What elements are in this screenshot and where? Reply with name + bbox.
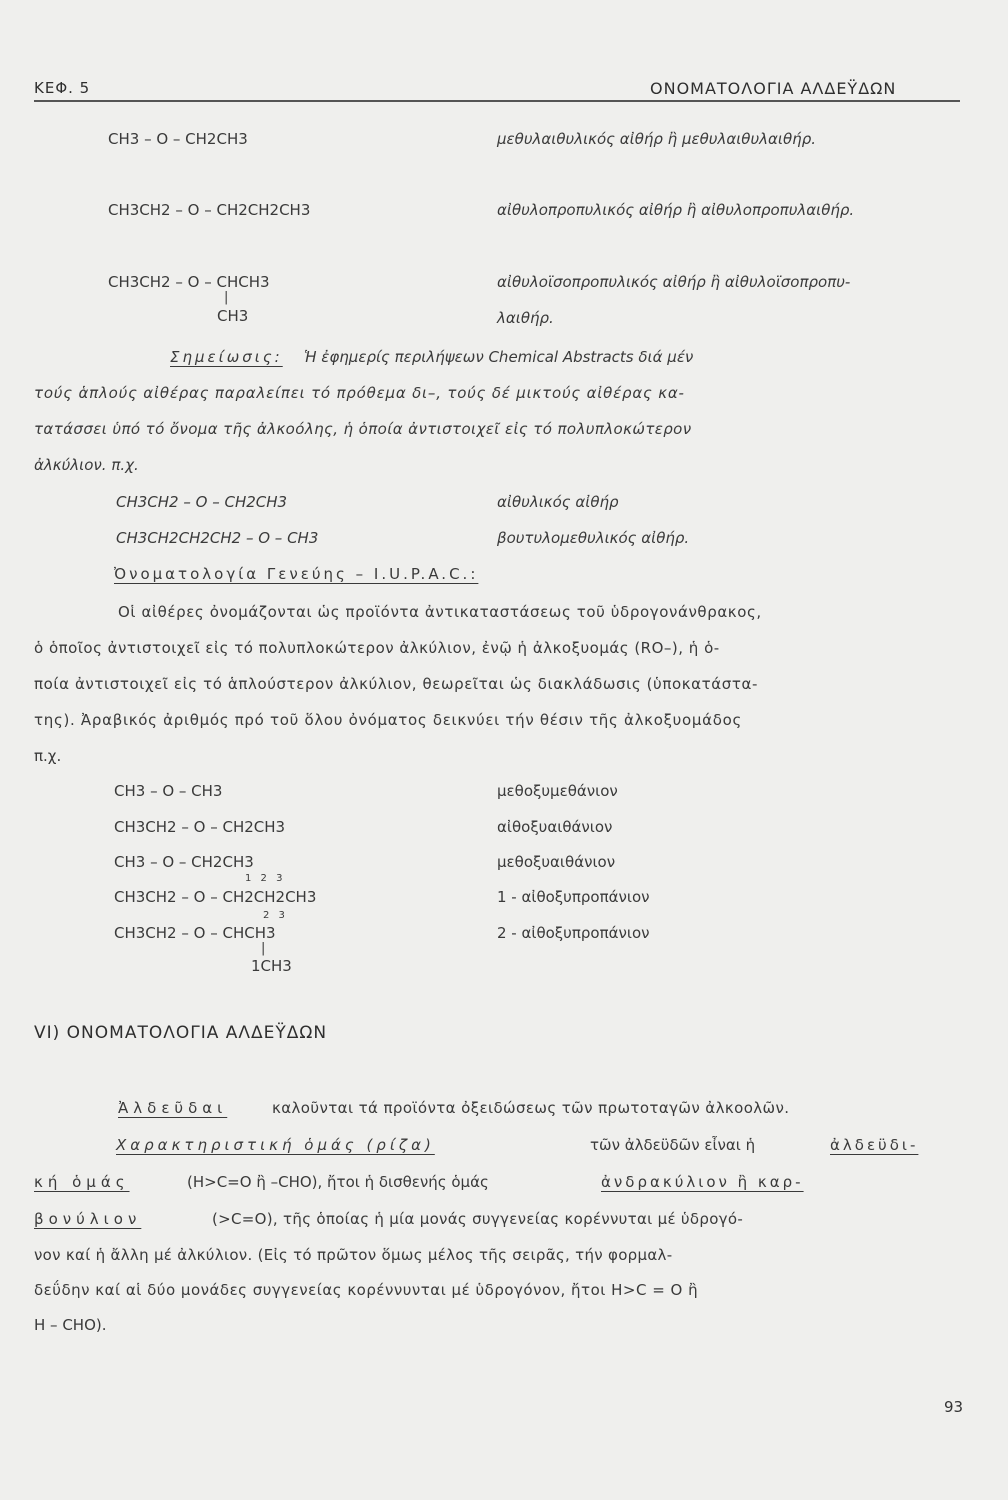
- formula-1: CH3 – O – CH2CH3: [108, 130, 248, 148]
- name-3: αἰθυλοϊσοπροπυλικός αἰθήρ ἢ αἰθυλοϊσοπροπυ-: [497, 273, 851, 291]
- name-2: αἰθυλοπροπυλικός αἰθήρ ἢ αἰθυλοπροπυλαιθήρ.: [497, 201, 855, 219]
- iupac-formula-5-branch: 1CH3: [251, 957, 292, 975]
- iupac-formula-2: CH3CH2 – O – CH2CH3: [114, 818, 286, 836]
- iupac-line-3: ποία ἀντιστοιχεῖ εἰς τό ἁπλούστερον ἀλκύλιον, θεωρεῖται ὡς διακλάδωσις (ὑποκατάστα-: [34, 675, 759, 693]
- formula-3: CH3CH2 – O – CHCH3: [108, 273, 270, 291]
- chapter-title: ΟΝΟΜΑΤΟΛΟΓΙΑ ΑΛΔΕΫΔΩΝ: [650, 79, 897, 98]
- formula-2: CH3CH2 – O – CH2CH2CH3: [108, 201, 311, 219]
- iupac-line-1: Οἱ αἰθέρες ὀνομάζονται ὡς προϊόντα ἀντικαταστάσεως τοῦ ὑδρογονάνθρακος,: [118, 603, 762, 621]
- para-line-3: (H>C=O ἢ –CHO), ἤτοι ἡ δισθενής ὁμάς: [187, 1173, 489, 1191]
- branch-bond-5: |: [261, 941, 266, 956]
- note-line-1: Ἡ ἐφημερίς περιλήψεων Chemical Abstracts διά μέν: [304, 348, 694, 366]
- note-line-3: τατάσσει ὑπό τό ὄνομα τῆς ἀλκοόλης, ἡ ὁποία ἀντιστοιχεῖ εἰς τό πολυπλοκώτερον: [34, 420, 692, 438]
- iupac-formula-3: CH3 – O – CH2CH3: [114, 853, 254, 871]
- note-example-formula-1: CH3CH2 – O – CH2CH3: [116, 493, 288, 511]
- iupac-name-1: μεθοξυμεθάνιον: [497, 782, 618, 800]
- iupac-formula-5: CH3CH2 – O – CHCH3: [114, 924, 276, 942]
- formula-3-branch: CH3: [217, 307, 249, 325]
- note-line-4: ἀλκύλιον. π.χ.: [34, 456, 139, 474]
- note-example-name-1: αἰθυλικός αἰθήρ: [497, 493, 619, 511]
- iupac-formula-1: CH3 – O – CH3: [114, 782, 223, 800]
- iupac-name-4: 1 - αἰθοξυπροπάνιον: [497, 888, 650, 906]
- term-carbonyl: ἀνδρακύλιον ἢ καρ-: [601, 1173, 804, 1191]
- term-aldehydes: Ἀλδεῦδαι: [118, 1099, 228, 1117]
- header-rule: [34, 100, 960, 102]
- term-aldehydic: ἀλδεϋδι-: [830, 1136, 919, 1154]
- iupac-name-2: αἰθοξυαιθάνιον: [497, 818, 613, 836]
- note-example-name-2: βουτυλομεθυλικός αἰθήρ.: [497, 529, 690, 547]
- iupac-name-5: 2 - αἰθοξυπροπάνιον: [497, 924, 650, 942]
- iupac-line-5: π.χ.: [34, 747, 62, 765]
- iupac-line-2: ὁ ὁποῖος ἀντιστοιχεῖ εἰς τό πολυπλοκώτερον ἀλκύλιον, ἐνῷ ἡ ἀλκοξυομάς (RO–), ἡ ὁ-: [34, 639, 720, 657]
- para-line-6: δεΰδην καί αἱ δύο μονάδες συγγενείας κορέννυνται μέ ὑδρογόνον, ἤτοι H>C = O ἢ: [34, 1281, 699, 1299]
- note-example-formula-2: CH3CH2CH2CH2 – O – CH3: [116, 529, 319, 547]
- section-heading: VI) ΟΝΟΜΑΤΟΛΟΓΙΑ ΑΛΔΕΫΔΩΝ: [34, 1023, 328, 1043]
- term-carbonyl-cont: βονύλιον: [34, 1210, 142, 1228]
- term-characteristic-group: Χαρακτηριστική ὁμάς (ρίζα): [116, 1136, 435, 1154]
- para-line-5: νον καί ἡ ἄλλη μέ ἀλκύλιον. (Εἰς τό πρῶτον ὅμως μέλος τῆς σειρᾶς, τήν φορμαλ-: [34, 1246, 673, 1264]
- note-label: Σημείωσις:: [170, 348, 283, 366]
- para-line-2: τῶν ἀλδεϋδῶν εἶναι ἡ: [590, 1136, 756, 1154]
- note-line-2: τούς ἁπλούς αἰθέρας παραλείπει τό πρόθεμα δι–, τούς δέ μικτούς αἰθέρας κα-: [34, 384, 685, 402]
- para-line-1: καλοῦνται τά προϊόντα ὀξειδώσεως τῶν πρωτοταγῶν ἀλκοολῶν.: [272, 1099, 790, 1117]
- para-line-7: H – CHO).: [34, 1316, 107, 1334]
- iupac-locants-5: 2 3: [263, 910, 285, 921]
- name-1: μεθυλαιθυλικός αἰθήρ ἢ μεθυλαιθυλαιθήρ.: [497, 130, 816, 148]
- chapter-label: ΚΕΦ. 5: [34, 79, 91, 97]
- iupac-formula-4: CH3CH2 – O – CH2CH2CH3: [114, 888, 317, 906]
- name-3-cont: λαιθήρ.: [497, 309, 554, 327]
- iupac-locants-4: 1 2 3: [245, 873, 283, 884]
- branch-bond-3: |: [224, 290, 229, 305]
- iupac-name-3: μεθοξυαιθάνιον: [497, 853, 616, 871]
- term-group: κή ὁμάς: [34, 1173, 130, 1191]
- iupac-line-4: της). Ἀραβικός ἀριθμός πρό τοῦ ὅλου ὀνόματος δεικνύει τήν θέσιν τῆς ἀλκοξυομάδος: [34, 711, 742, 729]
- iupac-heading: Ὀνοματολογία Γενεύης – I.U.P.A.C.:: [114, 565, 479, 583]
- page-number: 93: [944, 1398, 964, 1416]
- para-line-4: (>C=O), τῆς ὁποίας ἡ μία μονάς συγγενείας κορέννυται μέ ὑδρογό-: [212, 1210, 744, 1228]
